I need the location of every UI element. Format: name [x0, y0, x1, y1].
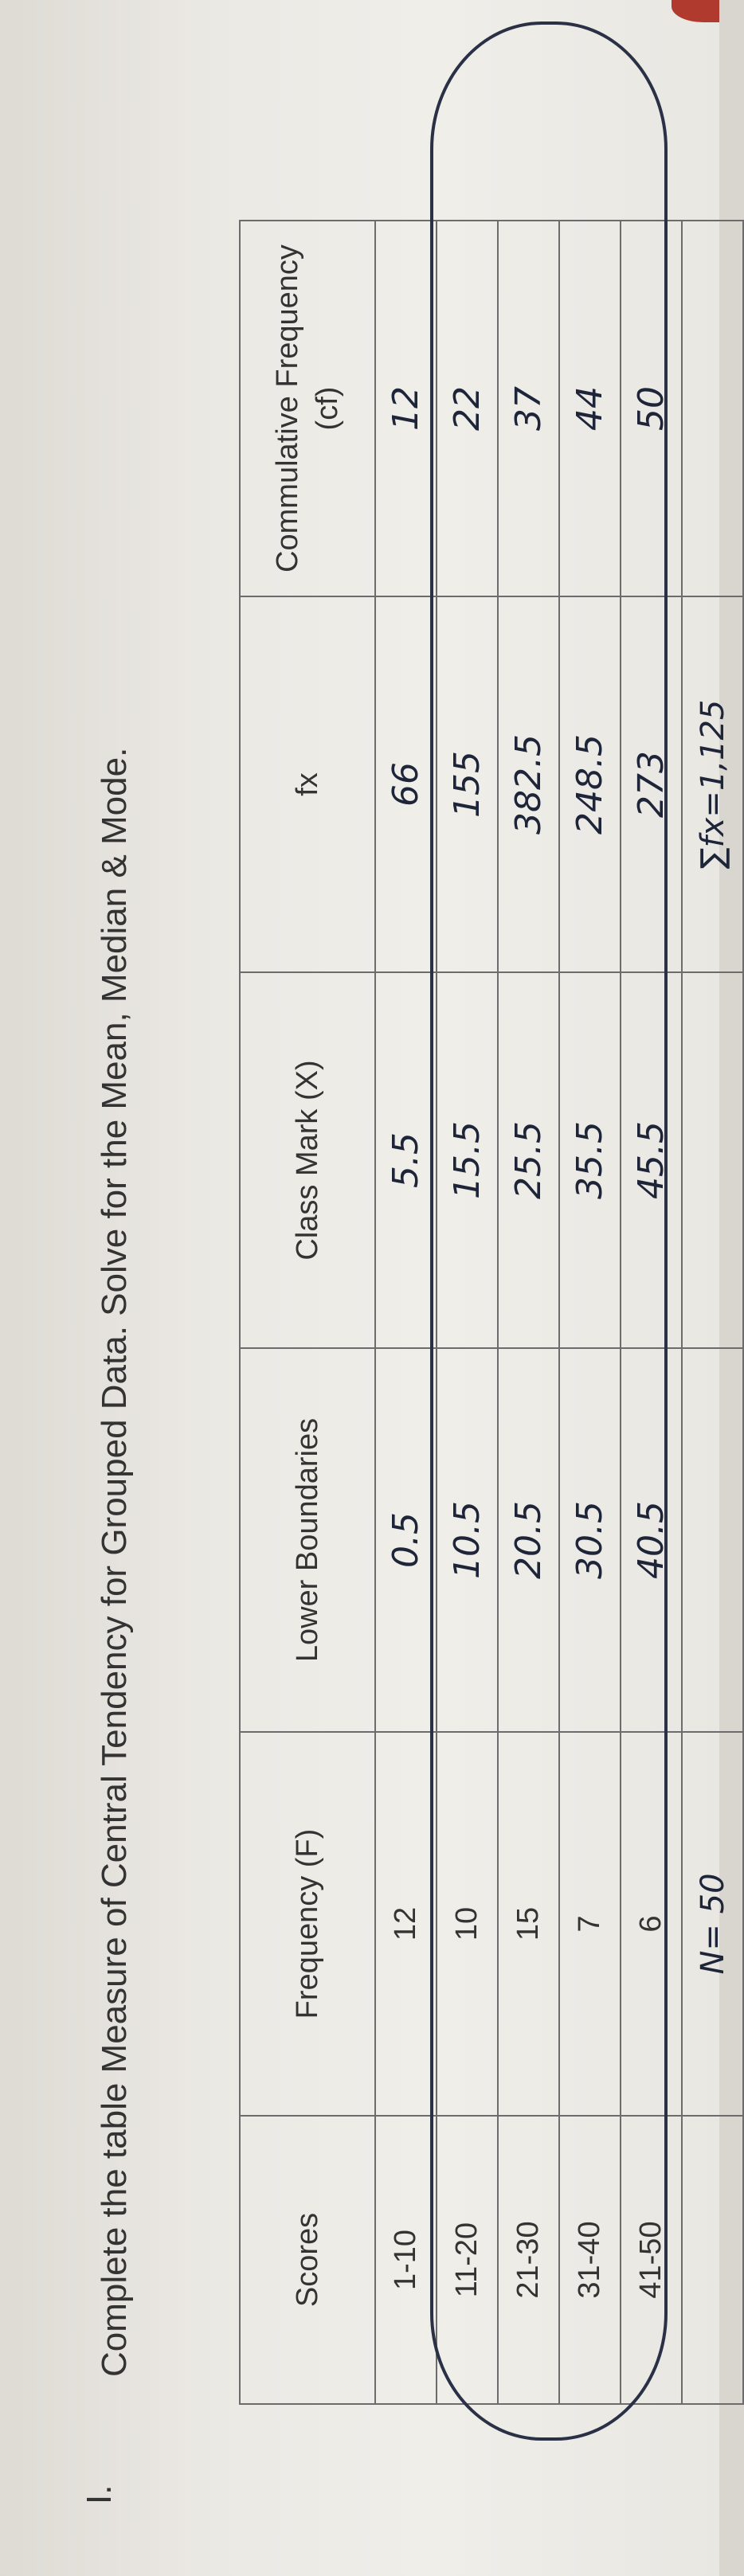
- cell-scores: 31-40: [559, 2116, 621, 2404]
- cell-class-mark: 5.5: [375, 972, 437, 1348]
- header-lower-boundaries: Lower Boundaries: [240, 1348, 375, 1732]
- table-row: [621, 221, 682, 2404]
- cell-total-n: N= 50: [682, 1732, 743, 2116]
- cell-frequency: 7: [559, 1732, 621, 2116]
- table-header-row: [240, 221, 375, 2404]
- cell-lower-boundary: 40.5: [621, 1348, 682, 1732]
- cell-total-empty: [682, 2116, 743, 2404]
- question-number: I.: [80, 2484, 119, 2504]
- cell-fx: 155: [437, 596, 498, 972]
- cell-total-empty: [682, 972, 743, 1348]
- cell-frequency: 6: [621, 1732, 682, 2116]
- table-row: [437, 221, 498, 2404]
- cell-frequency: 12: [375, 1732, 437, 2116]
- cell-cf: 50: [621, 221, 682, 596]
- cell-cf: 44: [559, 221, 621, 596]
- cell-total-empty: [682, 1348, 743, 1732]
- header-frequency: Frequency (F): [240, 1732, 375, 2116]
- cell-scores: 41-50: [621, 2116, 682, 2404]
- cell-fx: 248.5: [559, 596, 621, 972]
- cell-total-empty: [682, 221, 743, 596]
- cell-scores: 11-20: [437, 2116, 498, 2404]
- header-scores: Scores: [240, 2116, 375, 2404]
- cell-fx: 382.5: [498, 596, 559, 972]
- cell-frequency: 15: [498, 1732, 559, 2116]
- cell-class-mark: 35.5: [559, 972, 621, 1348]
- cell-cf: 22: [437, 221, 498, 596]
- table-totals-row: [682, 221, 743, 2404]
- header-fx: fx: [240, 596, 375, 972]
- grouped-data-table: [239, 220, 744, 2405]
- question-instructions: Complete the table Measure of Central Tendency for Grouped Data. Solve for the Mean, Median & Mode.: [95, 747, 134, 2377]
- cell-scores: 21-30: [498, 2116, 559, 2404]
- cell-lower-boundary: 0.5: [375, 1348, 437, 1732]
- cell-class-mark: 15.5: [437, 972, 498, 1348]
- cell-class-mark: 45.5: [621, 972, 682, 1348]
- cell-lower-boundary: 30.5: [559, 1348, 621, 1732]
- header-cumulative-frequency: Commulative Frequency (cf): [240, 221, 375, 596]
- cell-fx: 273: [621, 596, 682, 972]
- table-row: [498, 221, 559, 2404]
- cell-lower-boundary: 20.5: [498, 1348, 559, 1732]
- table-row: [375, 221, 437, 2404]
- cell-class-mark: 25.5: [498, 972, 559, 1348]
- table-row: [559, 221, 621, 2404]
- header-class-mark: Class Mark (X): [240, 972, 375, 1348]
- cell-fx: 66: [375, 596, 437, 972]
- cell-cf: 37: [498, 221, 559, 596]
- cell-lower-boundary: 10.5: [437, 1348, 498, 1732]
- cell-scores: 1-10: [375, 2116, 437, 2404]
- cell-total-fx: ∑fx=1,125: [682, 596, 743, 972]
- cell-frequency: 10: [437, 1732, 498, 2116]
- cell-cf: 12: [375, 221, 437, 596]
